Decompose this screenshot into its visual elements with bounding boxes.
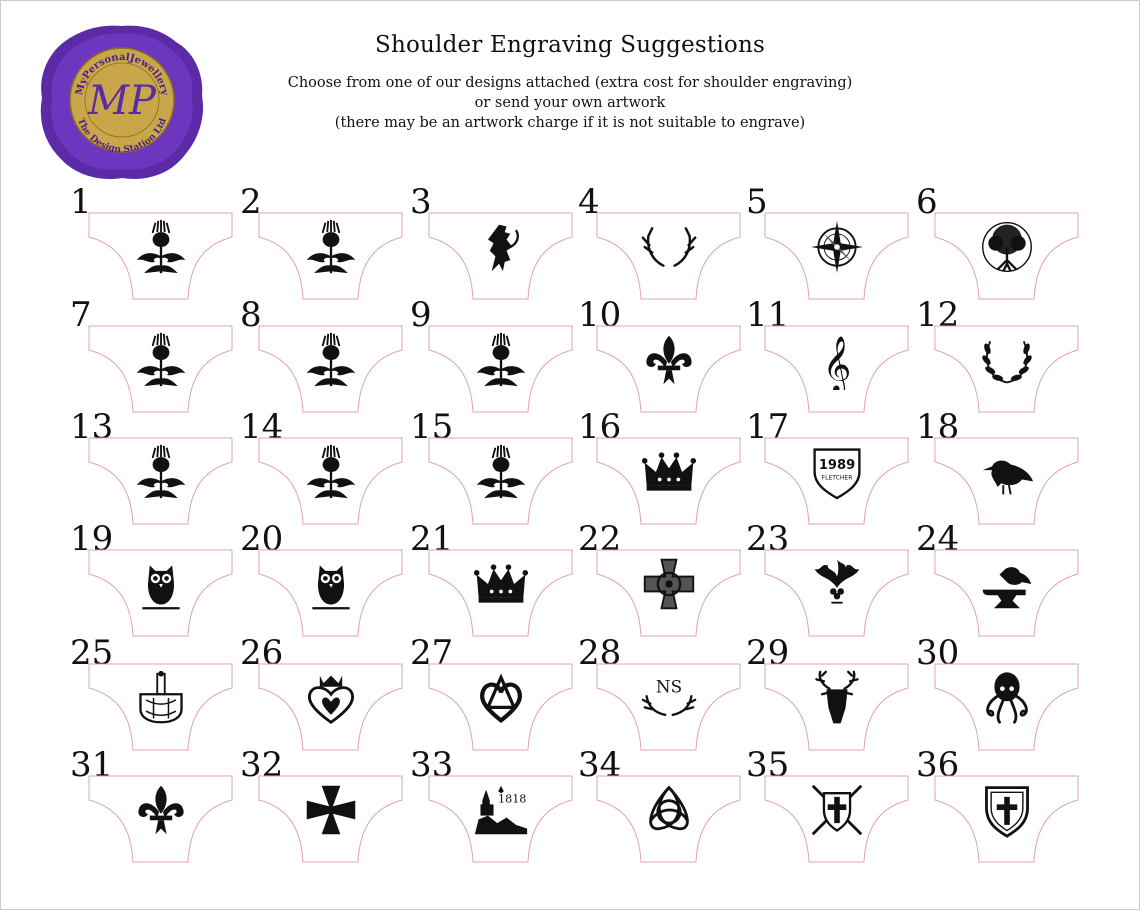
fleur-de-lis-icon bbox=[641, 330, 697, 390]
design-number: 19 bbox=[70, 519, 114, 559]
thistle-icon bbox=[303, 330, 359, 390]
design-3 bbox=[410, 182, 580, 295]
design-6 bbox=[916, 182, 1086, 295]
monogram-antlers-icon bbox=[641, 668, 697, 728]
design-21 bbox=[410, 519, 580, 632]
design-number: 1 bbox=[70, 182, 92, 222]
design-number: 18 bbox=[916, 407, 960, 447]
design-number: 31 bbox=[70, 745, 114, 785]
design-number: 21 bbox=[410, 519, 454, 559]
thistle-icon bbox=[133, 330, 189, 390]
crown-icon bbox=[641, 442, 697, 502]
owl-icon bbox=[133, 554, 189, 614]
design-4 bbox=[578, 182, 748, 295]
seal-top-text: MyPersonalJewellery bbox=[74, 51, 170, 97]
design-36 bbox=[916, 745, 1086, 858]
design-number: 22 bbox=[578, 519, 622, 559]
design-25 bbox=[70, 633, 240, 746]
design-number: 36 bbox=[916, 745, 960, 785]
thistle-icon bbox=[133, 442, 189, 502]
crown-icon bbox=[473, 554, 529, 614]
owl-icon bbox=[303, 554, 359, 614]
crowned-heart-icon bbox=[303, 668, 359, 728]
treble-clef-icon bbox=[809, 330, 865, 390]
design-number: 8 bbox=[240, 295, 262, 335]
design-number: 35 bbox=[746, 745, 790, 785]
design-number: 29 bbox=[746, 633, 790, 673]
design-33 bbox=[410, 745, 580, 858]
celtic-cross-icon bbox=[641, 554, 697, 614]
design-11 bbox=[746, 295, 916, 408]
design-number: 27 bbox=[410, 633, 454, 673]
thistle-icon bbox=[473, 442, 529, 502]
thor-hammer-icon bbox=[133, 668, 189, 728]
compass-rose-icon bbox=[809, 217, 865, 277]
design-number: 16 bbox=[578, 407, 622, 447]
design-number: 13 bbox=[70, 407, 114, 447]
cross-pattee-icon bbox=[303, 780, 359, 840]
design-1 bbox=[70, 182, 240, 295]
page-title: Shoulder Engraving Suggestions bbox=[375, 32, 765, 58]
design-26 bbox=[240, 633, 410, 746]
design-number: 25 bbox=[70, 633, 114, 673]
design-5 bbox=[746, 182, 916, 295]
design-20 bbox=[240, 519, 410, 632]
design-number: 2 bbox=[240, 182, 262, 222]
octopus-icon bbox=[979, 668, 1035, 728]
shield-swords-icon bbox=[809, 780, 865, 840]
design-number: 14 bbox=[240, 407, 284, 447]
design-text-line-1: 1989 bbox=[818, 458, 856, 474]
design-18 bbox=[916, 407, 1086, 520]
design-35 bbox=[746, 745, 916, 858]
church-landscape-icon bbox=[473, 780, 529, 840]
design-30 bbox=[916, 633, 1086, 746]
thistle-icon bbox=[473, 330, 529, 390]
design-number: 3 bbox=[410, 182, 432, 222]
design-text-line-1: 1818 bbox=[497, 792, 527, 806]
design-number: 30 bbox=[916, 633, 960, 673]
design-9 bbox=[410, 295, 580, 408]
shield-cross-icon bbox=[979, 780, 1035, 840]
design-10 bbox=[578, 295, 748, 408]
celtic-heart-knot-icon bbox=[473, 668, 529, 728]
design-19 bbox=[70, 519, 240, 632]
design-12 bbox=[916, 295, 1086, 408]
rampant-lion-icon bbox=[473, 217, 529, 277]
design-13 bbox=[70, 407, 240, 520]
design-14 bbox=[240, 407, 410, 520]
design-number: 6 bbox=[916, 182, 938, 222]
subtitle-line-3: (there may be an artwork charge if it is not suitable to engrave) bbox=[334, 115, 806, 131]
thistle-icon bbox=[133, 217, 189, 277]
design-number: 11 bbox=[746, 295, 790, 335]
design-32 bbox=[240, 745, 410, 858]
design-number: 10 bbox=[578, 295, 622, 335]
brand-seal-logo bbox=[38, 22, 206, 182]
design-34 bbox=[578, 745, 748, 858]
design-number: 15 bbox=[410, 407, 454, 447]
design-28 bbox=[578, 633, 748, 746]
design-number: 23 bbox=[746, 519, 790, 559]
design-7 bbox=[70, 295, 240, 408]
shield-icon bbox=[809, 442, 865, 502]
design-31 bbox=[70, 745, 240, 858]
design-27 bbox=[410, 633, 580, 746]
design-8 bbox=[240, 295, 410, 408]
design-number: 34 bbox=[578, 745, 622, 785]
design-17 bbox=[746, 407, 916, 520]
thistle-icon bbox=[303, 442, 359, 502]
design-number: 20 bbox=[240, 519, 284, 559]
design-2 bbox=[240, 182, 410, 295]
design-number: 32 bbox=[240, 745, 284, 785]
design-number: 9 bbox=[410, 295, 432, 335]
design-number: 24 bbox=[916, 519, 960, 559]
design-number: 5 bbox=[746, 182, 768, 222]
design-text-line-1: NS bbox=[655, 676, 683, 697]
svg-text:𝄞: 𝄞 bbox=[822, 336, 852, 390]
design-23 bbox=[746, 519, 916, 632]
fleur-de-lis-icon bbox=[133, 780, 189, 840]
seal-bottom-text: The Design Station Ltd bbox=[75, 117, 169, 156]
design-number: 7 bbox=[70, 295, 92, 335]
raven-on-anvil-icon bbox=[979, 554, 1035, 614]
design-number: 17 bbox=[746, 407, 790, 447]
stag-head-icon bbox=[809, 668, 865, 728]
design-24 bbox=[916, 519, 1086, 632]
design-15 bbox=[410, 407, 580, 520]
triquetra-icon bbox=[641, 780, 697, 840]
design-16 bbox=[578, 407, 748, 520]
design-29 bbox=[746, 633, 916, 746]
antlers-icon bbox=[641, 217, 697, 277]
design-number: 33 bbox=[410, 745, 454, 785]
seal-monogram: MP bbox=[88, 78, 156, 124]
thistle-icon bbox=[303, 217, 359, 277]
design-number: 26 bbox=[240, 633, 284, 673]
design-22 bbox=[578, 519, 748, 632]
design-text-line-2: FLETCHER bbox=[821, 474, 853, 482]
tree-of-life-icon bbox=[979, 217, 1035, 277]
subtitle-line-1: Choose from one of our designs attached (extra cost for shoulder engraving) bbox=[287, 75, 853, 91]
design-number: 28 bbox=[578, 633, 622, 673]
raven-icon bbox=[979, 442, 1035, 502]
laurel-wreath-icon bbox=[979, 330, 1035, 390]
holly-icon bbox=[809, 554, 865, 614]
design-number: 12 bbox=[916, 295, 960, 335]
subtitle-line-2: or send your own artwork bbox=[474, 95, 666, 111]
design-number: 4 bbox=[578, 182, 600, 222]
